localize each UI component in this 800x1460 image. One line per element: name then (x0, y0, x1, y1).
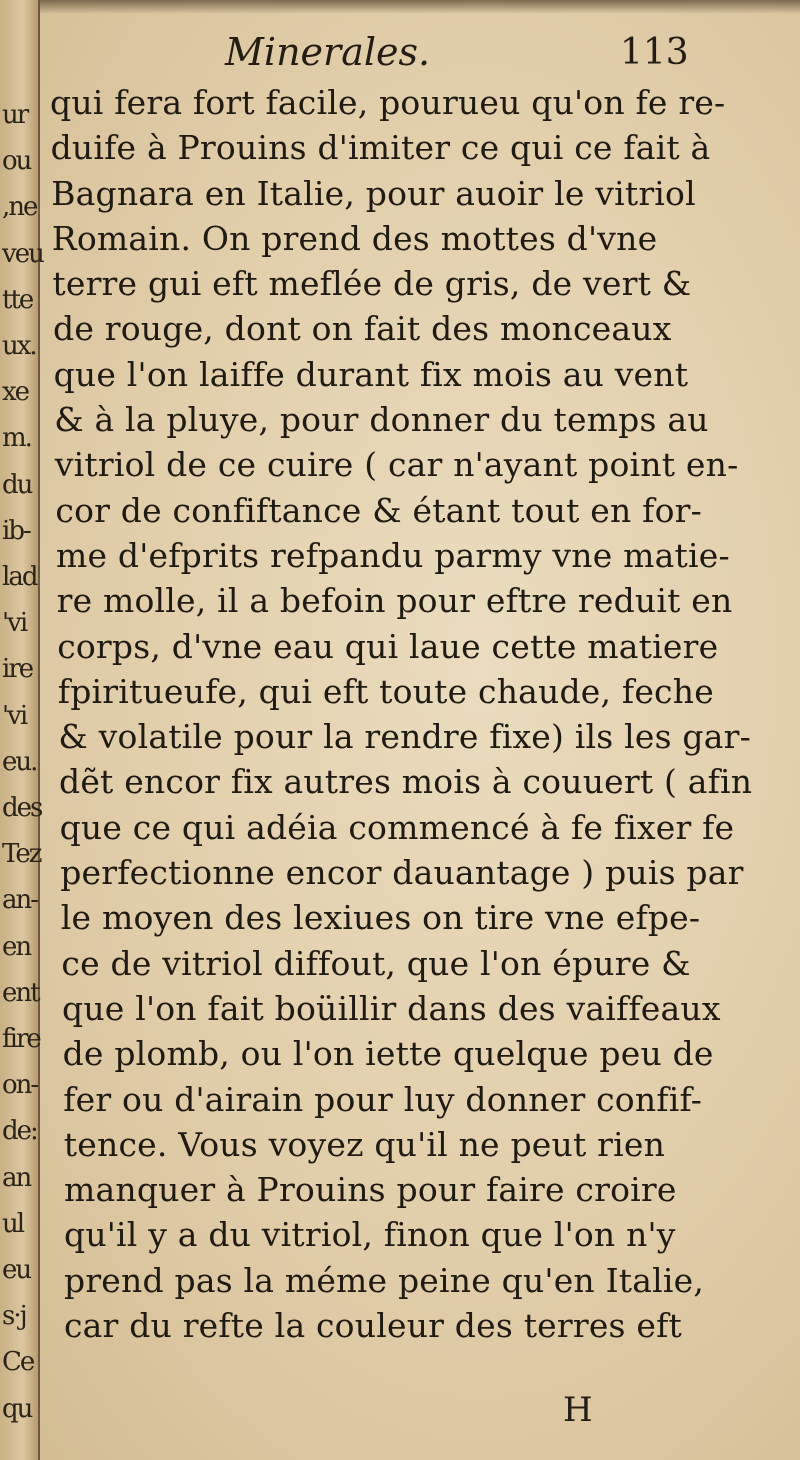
margin-fragment: an (2, 1162, 31, 1193)
body-text (50, 80, 760, 1348)
text-line: corps, d'vne eau qui laue cette matiere (57, 626, 719, 666)
margin-fragment: ,ne (2, 192, 37, 223)
margin-fragment: ou (2, 146, 31, 177)
margin-fragment: m. (2, 423, 31, 454)
margin-fragment: Tez (2, 839, 41, 870)
text-line: fpiritueufe, qui eft toute chaude, feche (57, 671, 714, 711)
margin-fragment: en (2, 931, 31, 962)
page-header (60, 28, 760, 78)
text-line: ce de vitriol diffout, que l'on épure & (61, 943, 691, 983)
margin-fragment: ul (2, 1208, 24, 1239)
text-line: re molle, il a befoin pour eftre reduit en (56, 581, 733, 621)
text-line: prend pas la méme peine qu'en Italie, (64, 1260, 705, 1300)
margin-fragment: des (2, 793, 42, 823)
margin-fragment: xe (2, 377, 29, 408)
margin-fragment: de: (2, 1116, 37, 1147)
text-line: fer ou d'airain pour luy donner confif- (63, 1079, 703, 1119)
margin-fragment: Ce (2, 1347, 34, 1378)
margin-fragment: fire (2, 1024, 40, 1054)
text-line: le moyen des lexiues on tire vne efpe- (60, 898, 701, 938)
margin-fragment: ux. (2, 331, 36, 361)
margin-fragment: ib- (2, 515, 30, 546)
text-line: que l'on fait boüillir dans des vaiffeaux (62, 988, 721, 1028)
margin-fragment: 'vi (2, 700, 27, 731)
text-line: vitriol de ce cuire ( car n'ayant point en- (54, 445, 739, 485)
text-line: de rouge, dont on fait des monceaux (53, 309, 672, 349)
text-line: duife à Prouins d'imiter ce qui ce fait à (50, 128, 711, 168)
margin-fragment: ire (2, 654, 33, 685)
margin-fragment: qu (2, 1393, 32, 1424)
text-line: dẽt encor fix autres mois à couuert ( afin (59, 762, 753, 802)
text-line: de plomb, ou l'on iette quelque peu de (62, 1034, 714, 1074)
margin-fragment: du (2, 469, 32, 500)
text-line: tence. Vous voyez qu'il ne peut rien (63, 1124, 666, 1164)
text-line: manquer à Prouins pour faire croire (64, 1170, 677, 1210)
signature-mark: H (563, 1390, 593, 1430)
margin-fragment: s·j (2, 1301, 26, 1332)
margin-fragment: 'vi (2, 608, 27, 639)
running-title: Minerales. (225, 30, 431, 74)
text-line: me d'efprits refpandu parmy vne matie- (56, 535, 730, 575)
page-top-edge (0, 0, 800, 14)
margin-fragment: eu (2, 1255, 31, 1285)
margin-fragment: veu (2, 238, 43, 269)
facing-page-margin (0, 0, 43, 1460)
text-line: qu'il y a du vitriol, finon que l'on n'y (64, 1215, 676, 1255)
text-line: car du refte la couleur des terres eft (64, 1306, 682, 1346)
text-line: terre gui eft meflée de gris, de vert & (52, 264, 692, 304)
text-line: cor de confiftance & étant tout en for- (55, 490, 702, 530)
margin-fragment: eu. (2, 746, 37, 777)
text-line: perfectionne encor dauantage ) puis par (60, 853, 744, 893)
margin-fragment: tte (2, 284, 33, 315)
text-line: que l'on laiffe durant fix mois au vent (53, 354, 689, 394)
text-line: Romain. On prend des mottes d'vne (51, 218, 658, 258)
text-line: Bagnara en Italie, pour auoir le vitriol (51, 173, 696, 213)
margin-fragment: on- (2, 1070, 38, 1101)
text-line: qui fera fort facile, pourueu qu'on fe re- (50, 83, 726, 122)
page-number: 113 (620, 32, 689, 73)
text-line: que ce qui adéia commencé à fe fixer fe (59, 807, 735, 847)
text-line: & volatile pour la rendre fixe) ils les gar- (58, 717, 751, 757)
margin-fragment: lad (2, 562, 37, 592)
margin-fragment: an- (2, 885, 38, 916)
margin-fragment: ent (2, 977, 39, 1008)
text-line: & à la pluye, pour donner du temps au (54, 400, 709, 440)
margin-fragment: ur (2, 100, 28, 130)
